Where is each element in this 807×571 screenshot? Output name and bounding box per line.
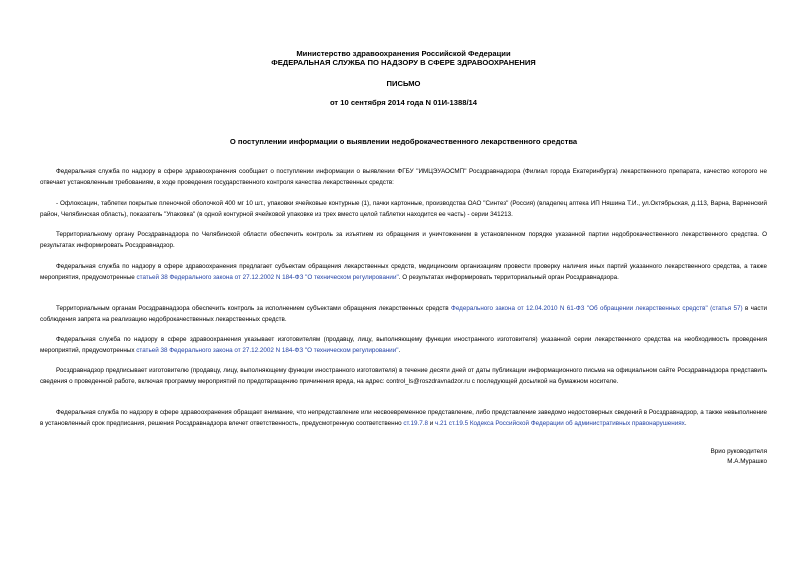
signature-block [711,447,767,466]
signatory-position: Врио руководителя [710,448,767,455]
paragraph-7: Росздравнадзор предписывает изготовителю (продавцу, лицу, выполняющему функции иностранного изготовителя) в течение десяти дней от даты публикации информационного письма на официальном сайте Росздравнадзора представить сведения о проведенной работе, включая программу мероприятий по предотвращению причинения вреда, на адрес: control_ls@roszdravnadzor.ru с последующей досылкой на бумажном носителе. [40,367,767,386]
article-57-link[interactable]: (статья 57) [710,305,743,312]
paragraph-5-text: Территориальным органам Росздравнадзора обеспечить контроль за исполнением субъектами обращения лекарственных средств [56,305,452,312]
paragraph-4 [40,261,767,283]
paragraph-8-and: и [427,420,436,428]
paragraph-8-text-end: . [684,420,687,428]
paragraph-8 [40,407,767,429]
document-type: ПИСЬМО [386,79,421,88]
paragraph-2: - Офлоксацин, таблетки покрытые пленочной оболочкой 400 мг 10 шт., упаковки ячейковые контурные (1), пачки картонные, производства ОАО "Синтез" (Россия) (владелец аптека ИП Няшина Т.И., ул.Октябрьская, д.113, Варна, Варненский район, Челябинская область), показатель "Упаковка" (в одной контурной ячейковой упаковке из трех вместо целой таблетки находится ее часть) - серии 341213. [40,200,767,219]
law-184-link[interactable]: статьей 38 Федерального закона от 27.12.2002 N 184-ФЗ "О техническом регулировании" [136,274,399,282]
paragraph-4-text: Федеральная служба по надзору в сфере здравоохранения предлагает субъектам обращения лекарственных средств, медицинским организациям провести проверку наличия иных партий указанного лекарственного средства, а также мероприятия, предусмотренные [40,263,767,282]
paragraph-3: Территориальному органу Росздравнадзора по Челябинской области обеспечить контроль за изъятием из обращения и уничтожением в установленном порядке указанной партии недоброкачественного лекарственного средства. О результатах информировать Росздравнадзор. [40,231,767,250]
article-19-7-8-link[interactable]: ст.19.7.8 [403,420,428,428]
paragraph-1: Федеральная служба по надзору в сфере здравоохранения сообщает о поступлении информации о выявлении ФГБУ "ИМЦЭУАОСМП" Росздравнадзора (Филиал города Екатеринбурга) лекарственного препарата, качество которого не отвечает установленным требованиям, в ходе проведения государственного контроля качества лекарственных средств: [40,168,767,187]
law-184-link-2[interactable]: статьей 38 Федерального закона от 27.12.2002 N 184-ФЗ "О техническом регулировании" [136,347,399,355]
signatory-name: М.А.Мурашко [727,457,767,465]
document-header [0,49,807,67]
article-19-5-link[interactable]: ч.21 ст.19.5 [435,420,469,428]
paragraph-6 [40,334,767,356]
paragraph-6-text-end: . [398,347,401,355]
law-61-link[interactable]: Федерального закона от 12.04.2010 N 61-ФЗ "Об обращении лекарственных средств" [451,305,708,312]
document-title: О поступлении информации о выявлении недоброкачественного лекарственного средства [229,137,578,146]
paragraph-4-text-end: . О результатах информировать территориальный орган Росздравнадзора. [398,274,619,282]
paragraph-5 [40,303,767,325]
paragraph-8-text: Федеральная служба по надзору в сфере здравоохранения обращает внимание, что непредставление или несвоевременное представление, либо представление заведомо недостоверных сведений в Росздравнадзор, а также невыполнение в установленный срок предписания, решения Росздравнадзора влечет ответственность, предусмотренную соответственно [40,409,767,428]
paragraph-5-text-end: в части соблюдения запрета на реализацию недоброкачественных лекарственных средств. [40,305,767,324]
ministry-name: Министерство здравоохранения Российской Федерации [296,49,511,58]
service-name: ФЕДЕРАЛЬНАЯ СЛУЖБА ПО НАДЗОРУ В СФЕРЕ ЗДРАВООХРАНЕНИЯ [271,58,536,67]
paragraph-6-text: Федеральная служба по надзору в сфере здравоохранения указывает изготовителям (продавцу, лицу, выполняющему функции иностранного изготовителя) указанной серии лекарственного средства на необходимость проведения мероприятий, предусмотренных [40,336,767,355]
document-date: от 10 сентября 2014 года N 01И-1388/14 [329,98,478,107]
koap-link[interactable]: Кодекса Российской Федерации об административных правонарушениях [469,420,685,428]
